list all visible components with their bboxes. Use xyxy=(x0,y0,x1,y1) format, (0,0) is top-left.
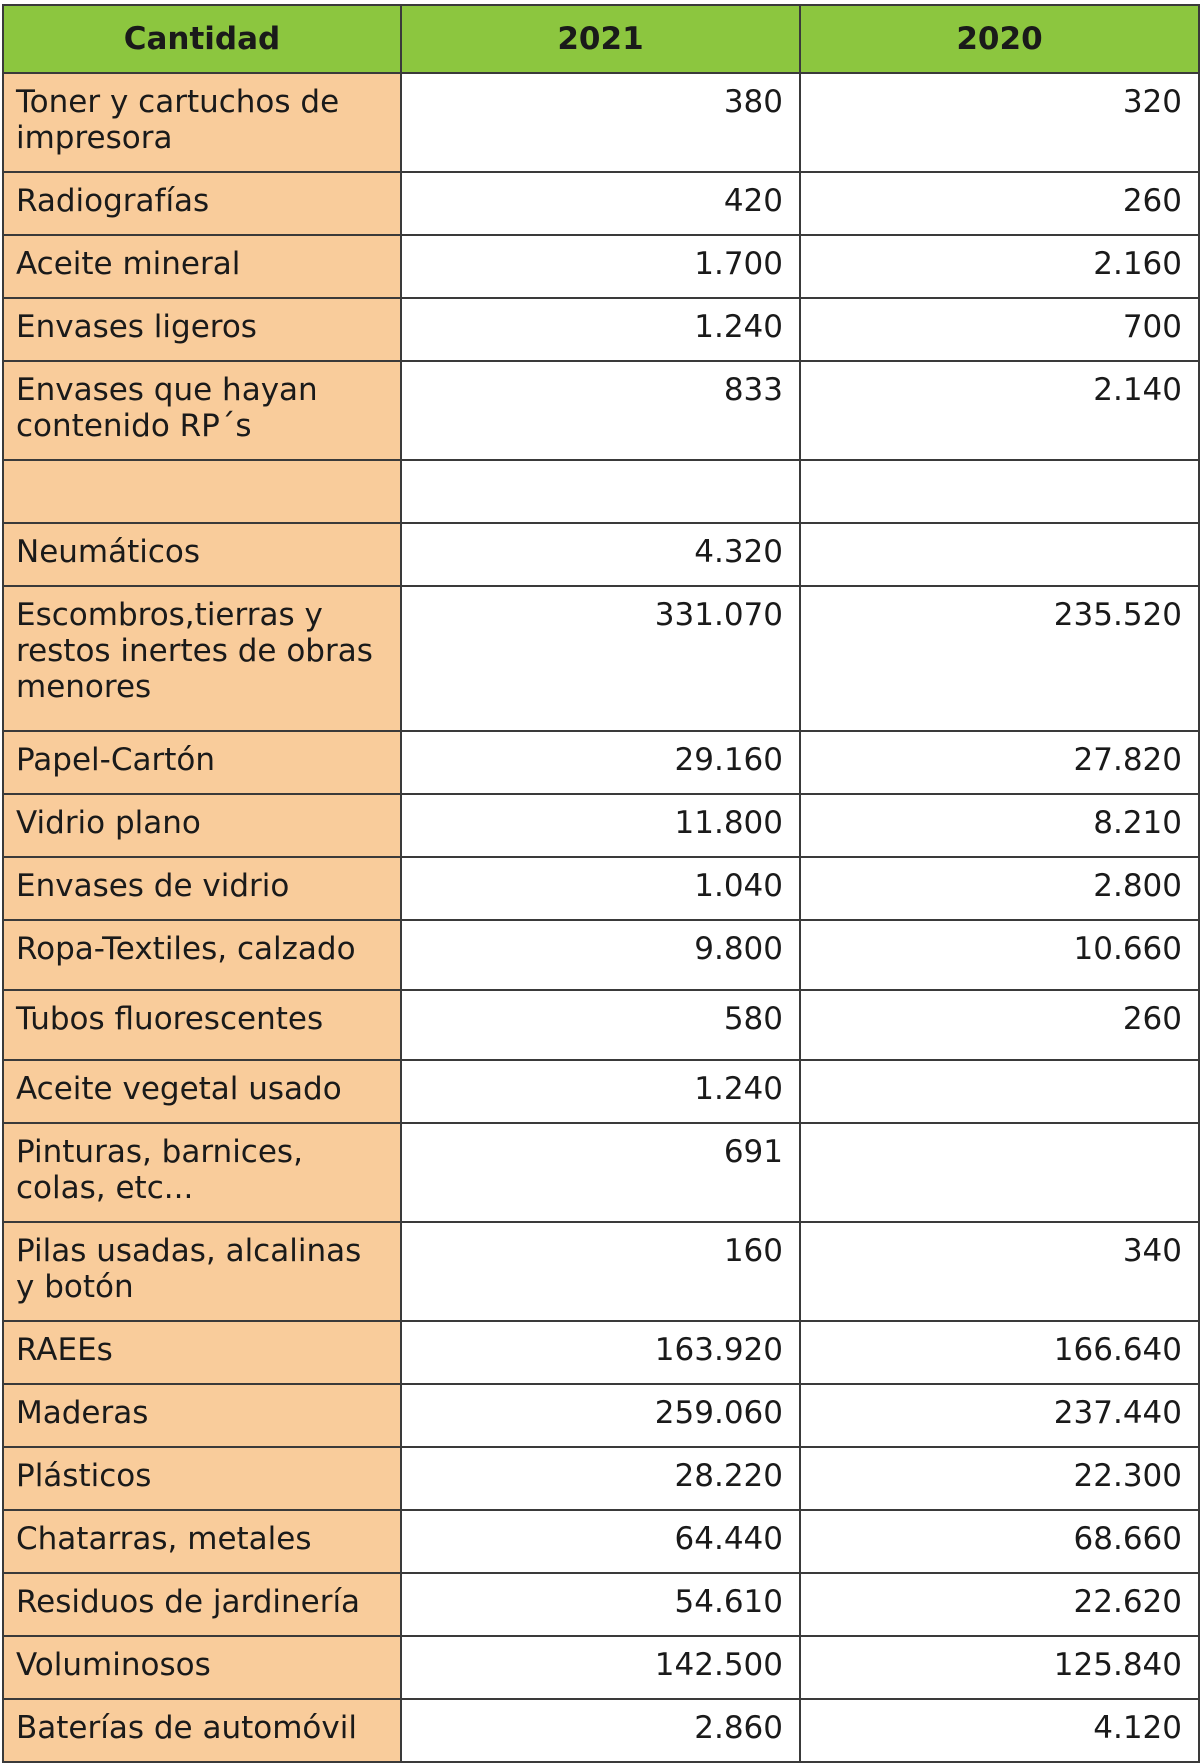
row-label: Vidrio plano xyxy=(3,794,401,857)
row-label: Envases de vidrio xyxy=(3,857,401,920)
column-header-2021: 2021 xyxy=(401,5,800,73)
table-row xyxy=(3,172,1199,235)
table-row xyxy=(3,298,1199,361)
value-2020: 237.440 xyxy=(800,1384,1199,1447)
value-2021: 1.040 xyxy=(401,857,800,920)
table-row xyxy=(3,731,1199,794)
value-2020: 320 xyxy=(800,73,1199,172)
value-2020: 2.800 xyxy=(800,857,1199,920)
value-2021: 380 xyxy=(401,73,800,172)
value-2021: 331.070 xyxy=(401,586,800,731)
row-label: Pilas usadas, alcalinas y botón xyxy=(3,1222,401,1321)
row-label: Pinturas, barnices, colas, etc... xyxy=(3,1123,401,1222)
table-row xyxy=(3,1321,1199,1384)
value-2020: 22.300 xyxy=(800,1447,1199,1510)
value-2021: 1.240 xyxy=(401,1060,800,1123)
row-label: Ropa-Textiles, calzado xyxy=(3,920,401,990)
value-2020 xyxy=(800,1060,1199,1123)
value-2021: 142.500 xyxy=(401,1636,800,1699)
table-row xyxy=(3,1222,1199,1321)
waste-quantities-table xyxy=(2,4,1200,1763)
table-header xyxy=(3,5,1199,73)
row-label: Chatarras, metales xyxy=(3,1510,401,1573)
row-label: Plásticos xyxy=(3,1447,401,1510)
row-label: Toner y cartuchos de impresora xyxy=(3,73,401,172)
row-label: Envases ligeros xyxy=(3,298,401,361)
column-header-cantidad: Cantidad xyxy=(3,5,401,73)
value-2020: 4.120 xyxy=(800,1699,1199,1762)
row-label: RAEEs xyxy=(3,1321,401,1384)
table-row xyxy=(3,1123,1199,1222)
value-2020: 2.140 xyxy=(800,361,1199,460)
table-row xyxy=(3,1636,1199,1699)
row-label xyxy=(3,460,401,523)
row-label: Papel-Cartón xyxy=(3,731,401,794)
value-2021: 259.060 xyxy=(401,1384,800,1447)
value-2020: 27.820 xyxy=(800,731,1199,794)
header-row xyxy=(3,5,1199,73)
value-2020: 340 xyxy=(800,1222,1199,1321)
table-row xyxy=(3,857,1199,920)
table-row xyxy=(3,1384,1199,1447)
value-2020: 22.620 xyxy=(800,1573,1199,1636)
row-label: Baterías de automóvil xyxy=(3,1699,401,1762)
value-2020: 235.520 xyxy=(800,586,1199,731)
value-2020: 2.160 xyxy=(800,235,1199,298)
value-2020: 125.840 xyxy=(800,1636,1199,1699)
row-label: Radiografías xyxy=(3,172,401,235)
value-2020 xyxy=(800,523,1199,586)
row-label: Maderas xyxy=(3,1384,401,1447)
row-label: Tubos fluorescentes xyxy=(3,990,401,1060)
value-2020 xyxy=(800,460,1199,523)
value-2021: 160 xyxy=(401,1222,800,1321)
value-2021 xyxy=(401,460,800,523)
value-2021: 580 xyxy=(401,990,800,1060)
value-2020: 68.660 xyxy=(800,1510,1199,1573)
value-2020: 700 xyxy=(800,298,1199,361)
value-2021: 691 xyxy=(401,1123,800,1222)
value-2020: 10.660 xyxy=(800,920,1199,990)
value-2021: 54.610 xyxy=(401,1573,800,1636)
table-row xyxy=(3,1447,1199,1510)
value-2021: 163.920 xyxy=(401,1321,800,1384)
value-2020: 8.210 xyxy=(800,794,1199,857)
value-2021: 4.320 xyxy=(401,523,800,586)
row-label: Neumáticos xyxy=(3,523,401,586)
row-label: Voluminosos xyxy=(3,1636,401,1699)
table-body xyxy=(3,73,1199,1762)
table-row xyxy=(3,1060,1199,1123)
table-row xyxy=(3,1699,1199,1762)
row-label: Envases que hayan contenido RP´s xyxy=(3,361,401,460)
table-row xyxy=(3,586,1199,731)
value-2020: 260 xyxy=(800,990,1199,1060)
value-2021: 2.860 xyxy=(401,1699,800,1762)
value-2021: 420 xyxy=(401,172,800,235)
row-label: Aceite vegetal usado xyxy=(3,1060,401,1123)
table-row xyxy=(3,920,1199,990)
table-row xyxy=(3,73,1199,172)
table-row xyxy=(3,523,1199,586)
value-2021: 64.440 xyxy=(401,1510,800,1573)
value-2020 xyxy=(800,1123,1199,1222)
value-2021: 29.160 xyxy=(401,731,800,794)
table-row xyxy=(3,990,1199,1060)
table-row xyxy=(3,235,1199,298)
value-2021: 833 xyxy=(401,361,800,460)
table-row xyxy=(3,361,1199,460)
table-row xyxy=(3,794,1199,857)
row-label: Residuos de jardinería xyxy=(3,1573,401,1636)
value-2021: 1.240 xyxy=(401,298,800,361)
table-row-empty xyxy=(3,460,1199,523)
value-2021: 11.800 xyxy=(401,794,800,857)
value-2020: 166.640 xyxy=(800,1321,1199,1384)
row-label: Aceite mineral xyxy=(3,235,401,298)
column-header-2020: 2020 xyxy=(800,5,1199,73)
row-label: Escombros,tierras y restos inertes de obras menores xyxy=(3,586,401,731)
value-2020: 260 xyxy=(800,172,1199,235)
value-2021: 9.800 xyxy=(401,920,800,990)
value-2021: 1.700 xyxy=(401,235,800,298)
table-row xyxy=(3,1573,1199,1636)
value-2021: 28.220 xyxy=(401,1447,800,1510)
table-row xyxy=(3,1510,1199,1573)
